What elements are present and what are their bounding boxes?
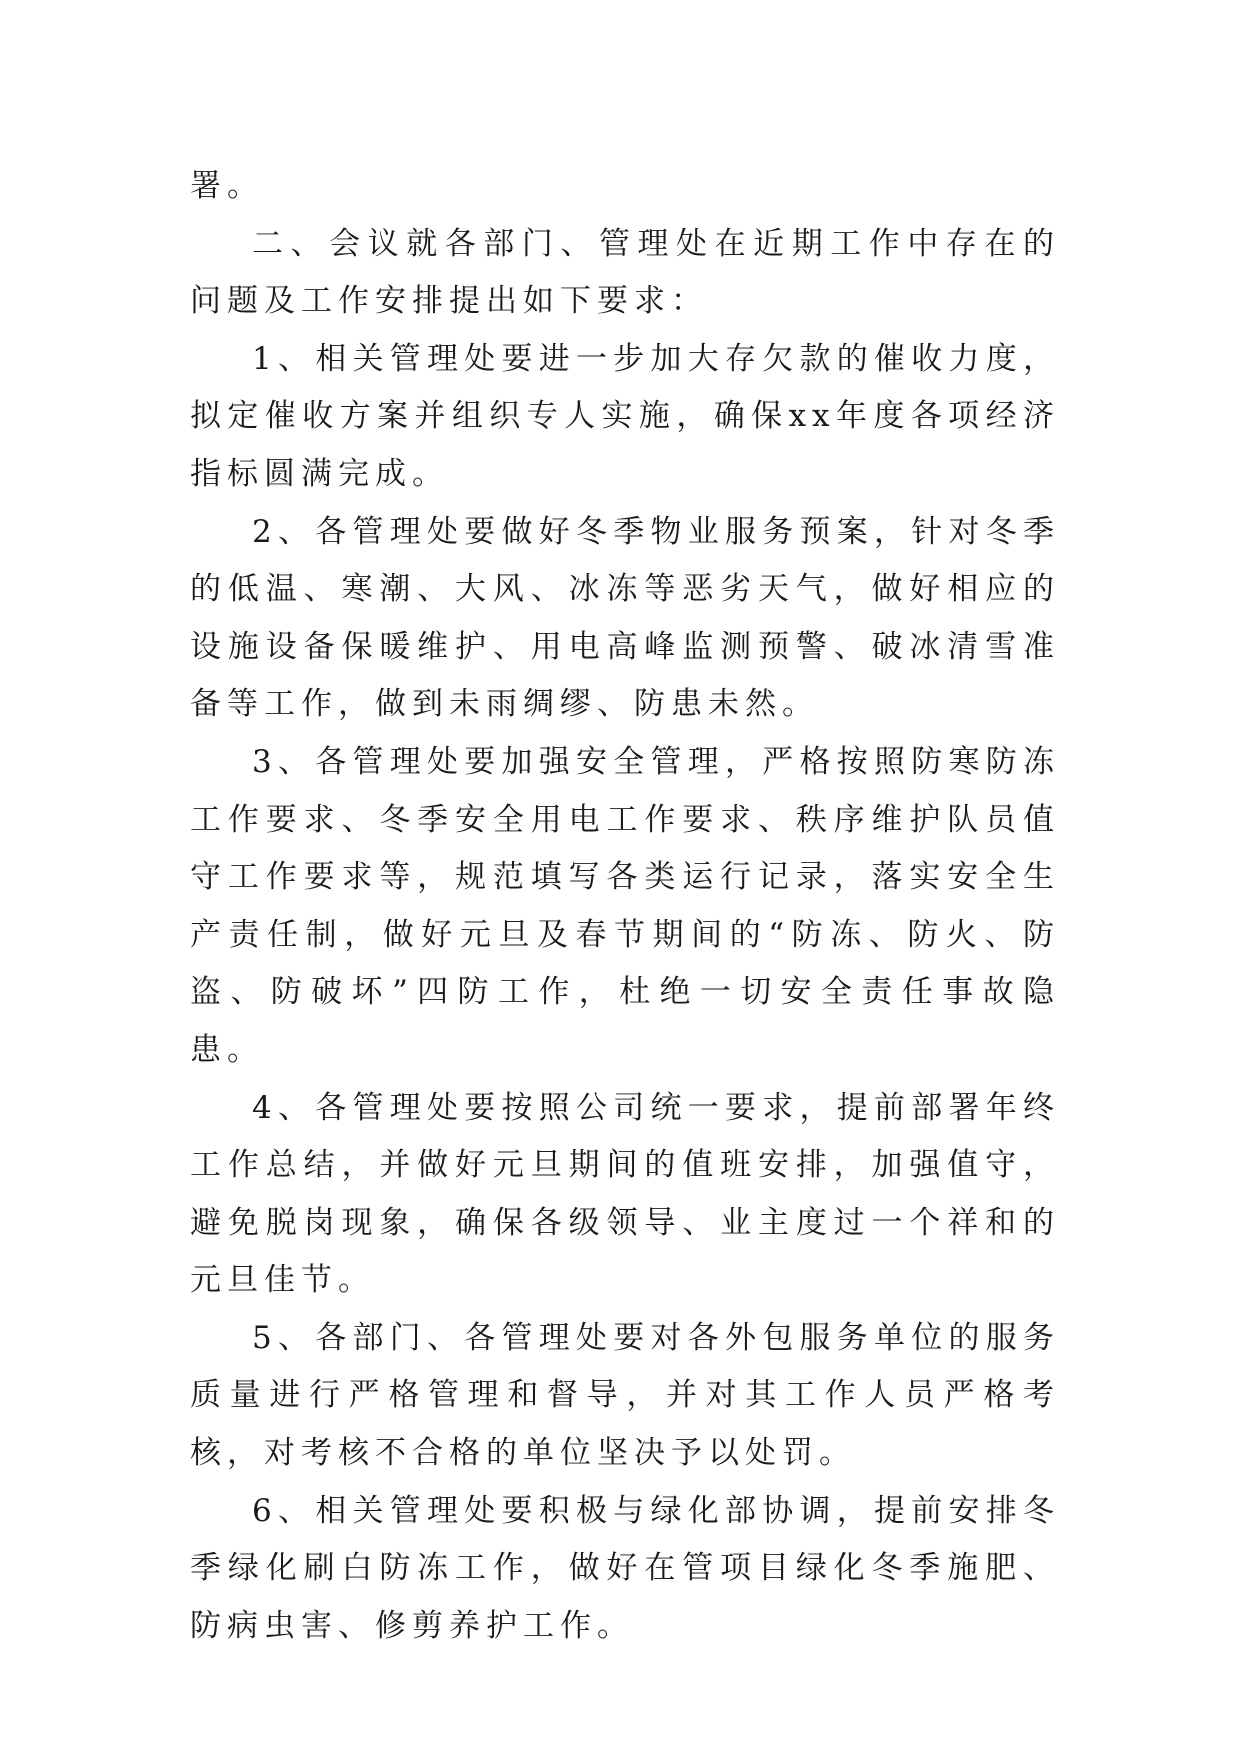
paragraph-item-4: 4、各管理处要按照公司统一要求，提前部署年终工作总结，并做好元旦期间的值班安排，加强值守，避免脱岗现象，确保各级领导、业主度过一个祥和的元旦佳节。 (190, 1089, 1060, 1299)
paragraph-item-2: 2、各管理处要做好冬季物业服务预案，针对冬季的低温、寒潮、大风、冰冻等恶劣天气，做好相应的设施设备保暖维护、用电高峰监测预警、破冰清雪准备等工作，做到未雨绸缪、防患未然。 (190, 513, 1060, 723)
paragraph-item-6: 6、相关管理处要积极与绿化部协调，提前安排冬季绿化刷白防冻工作，做好在管项目绿化冬季施肥、防病虫害、修剪养护工作。 (190, 1492, 1060, 1644)
paragraph-section-two: 二、会议就各部门、管理处在近期工作中存在的问题及工作安排提出如下要求： (190, 225, 1060, 320)
document-body (190, 158, 1060, 1655)
paragraph-item-5: 5、各部门、各管理处要对各外包服务单位的服务质量进行严格管理和督导，并对其工作人员严格考核，对考核不合格的单位坚决予以处罚。 (190, 1319, 1060, 1472)
paragraph-item-1: 1、相关管理处要进一步加大存欠款的催收力度，拟定催收方案并组织专人实施，确保xx年度各项经济指标圆满完成。 (190, 340, 1060, 492)
paragraph-continuation: 署。 (190, 168, 264, 204)
paragraph-item-3: 3、各管理处要加强安全管理，严格按照防寒防冻工作要求、冬季安全用电工作要求、秩序维护队员值守工作要求等，规范填写各类运行记录，落实安全生产责任制，做好元旦及春节期间的“防冻、防火、防盗、防破坏”四防工作，杜绝一切安全责任事故隐患。 (190, 743, 1060, 1068)
